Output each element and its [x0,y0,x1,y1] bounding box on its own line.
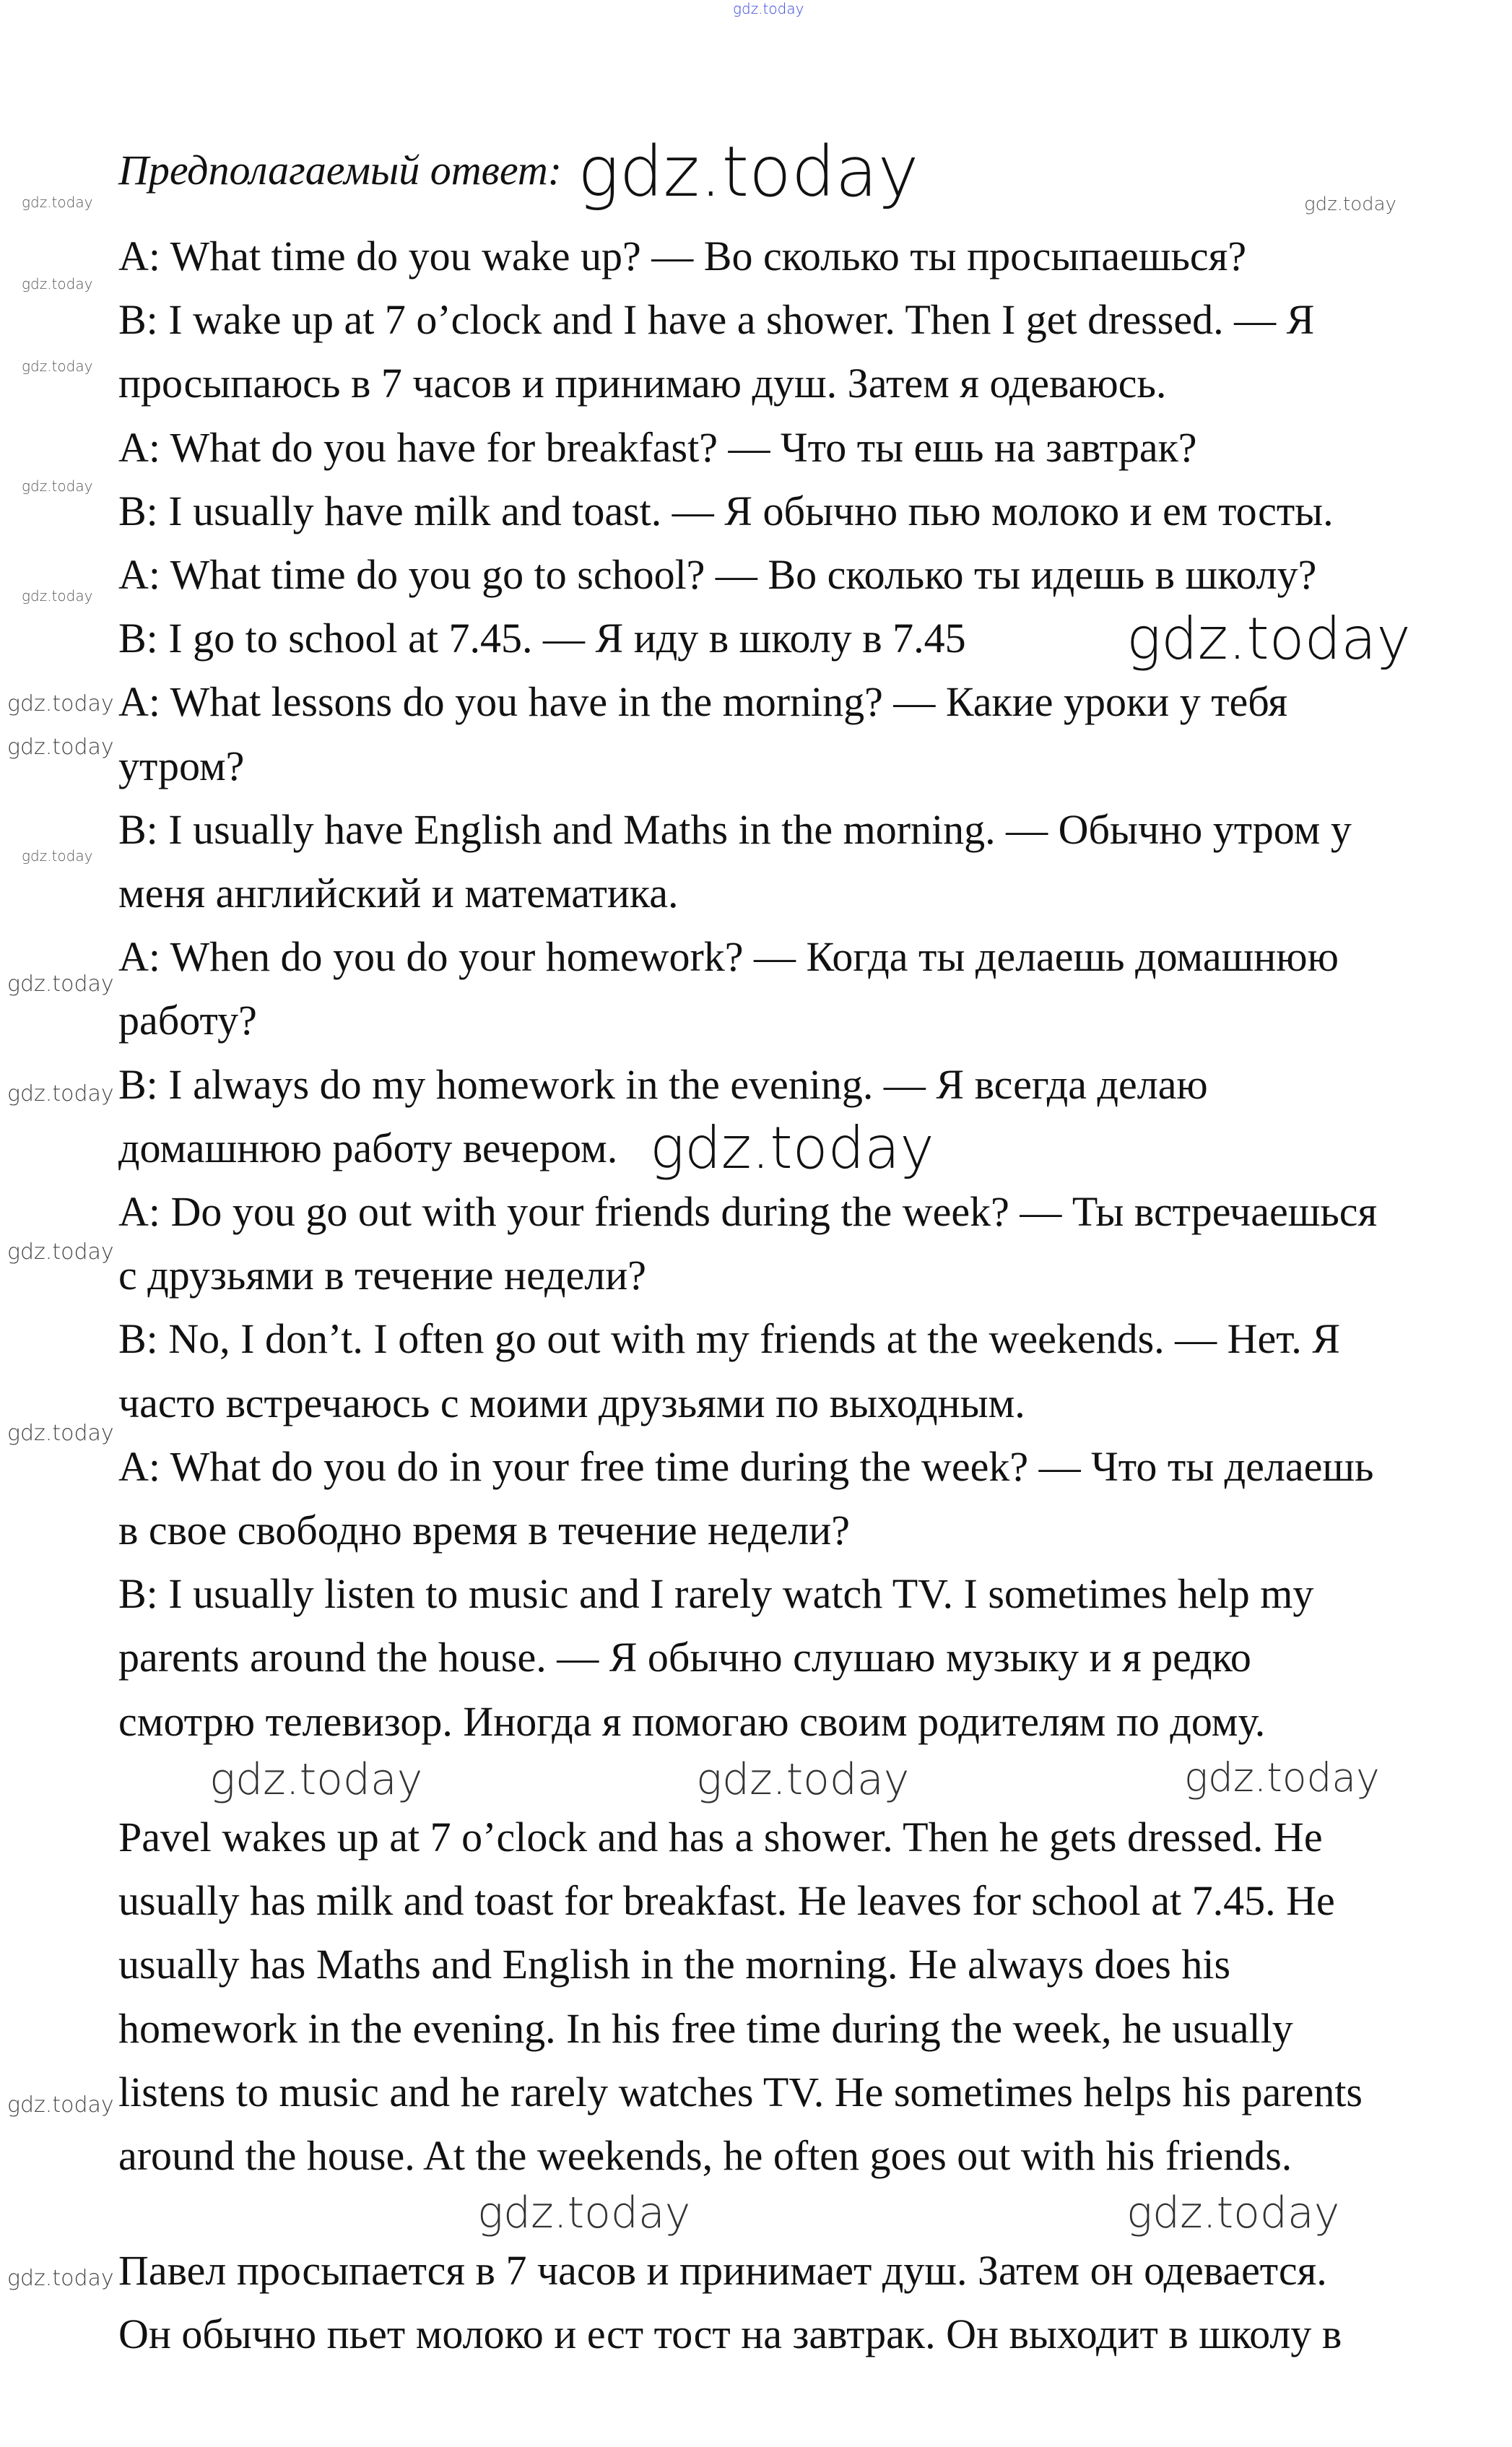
watermark: gdz.today [650,1114,934,1182]
dialogue-line: B: No, I don’t. I often go out with my friends at the weekends. — Нет. Я [118,1315,1340,1363]
watermark: gdz.today [733,0,804,17]
dialogue-line: B: I usually listen to music and I rarely watch TV. I sometimes help my [118,1570,1314,1618]
dialogue-line: A: Do you go out with your friends during the week? — Ты встречаешься [118,1188,1378,1235]
watermark: gdz.today [22,275,93,293]
watermark: gdz.today [1126,2188,1340,2238]
summary-line: around the house. At the weekends, he often goes out with his friends. [118,2132,1292,2179]
watermark: gdz.today [22,587,93,605]
watermark: gdz.today [578,131,919,212]
watermark: gdz.today [7,971,114,997]
dialogue-line: утром? [118,742,245,789]
summary-line: Он обычно пьет молоко и ест тост на завтрак. Он выходит в школу в [118,2310,1342,2358]
watermark: gdz.today [22,477,93,495]
dialogue-line: меня английский и математика. [118,870,679,917]
dialogue-line: просыпаюсь в 7 часов и принимаю душ. Затем я одеваюсь. [118,360,1167,407]
dialogue-line: A: When do you do your homework? — Когда ты делаешь домашнюю [118,933,1339,981]
dialogue-line: с друзьями в течение недели? [118,1252,647,1299]
dialogue-line: B: I go to school at 7.45. — Я иду в школу в 7.45 [118,615,966,662]
watermark: gdz.today [7,1421,114,1446]
dialogue-line: смотрю телевизор. Иногда я помогаю своим родителям по дому. [118,1697,1266,1745]
summary-line: Pavel wakes up at 7 o’clock and has a shower. Then he gets dressed. He [118,1814,1323,1861]
summary-line: homework in the evening. In his free time during the week, he usually [118,2004,1293,2052]
watermark: gdz.today [7,2266,114,2291]
watermark: gdz.today [696,1754,910,1805]
watermark: gdz.today [477,2188,691,2238]
dialogue-line: в свое свободно время в течение недели? [118,1507,850,1554]
dialogue-line: часто встречаюсь с моими друзьями по выходным. [118,1379,1025,1426]
watermark: gdz.today [7,691,114,716]
dialogue-line: parents around the house. — Я обычно слушаю музыку и я редко [118,1634,1251,1681]
dialogue-line: A: What time do you go to school? — Во сколько ты идешь в школу? [118,551,1317,598]
dialogue-line: B: I wake up at 7 o’clock and I have a shower. Then I get dressed. — Я [118,296,1315,344]
dialogue-line: A: What lessons do you have in the morning? — Какие уроки у тебя [118,678,1288,726]
watermark: gdz.today [1184,1754,1380,1801]
watermark: gdz.today [7,2092,114,2118]
watermark: gdz.today [22,847,93,865]
watermark: gdz.today [7,1081,114,1106]
watermark: gdz.today [1126,605,1411,672]
dialogue-line: B: I usually have English and Maths in the morning. — Обычно утром у [118,805,1352,853]
dialogue-line: A: What do you do in your free time during the week? — Что ты делаешь [118,1442,1374,1490]
answer-heading: Предполагаемый ответ: [118,147,562,194]
dialogue-line: B: I usually have milk and toast. — Я обычно пью молоко и ем тосты. [118,487,1334,534]
watermark: gdz.today [7,1239,114,1265]
dialogue-line: A: What do you have for breakfast? — Что ты ешь на завтрак? [118,423,1197,471]
summary-line: usually has milk and toast for breakfast. He leaves for school at 7.45. He [118,1877,1335,1925]
dialogue-line: A: What time do you wake up? — Во сколько ты просыпаешься? [118,233,1247,280]
dialogue-line: работу? [118,997,257,1044]
watermark: gdz.today [22,194,93,211]
dialogue-line: домашнюю работу вечером. [118,1124,618,1171]
dialogue-line: B: I always do my homework in the evening. — Я всегда делаю [118,1060,1208,1108]
watermark: gdz.today [7,735,114,760]
watermark: gdz.today [1304,194,1396,215]
summary-line: listens to music and he rarely watches TV. He sometimes helps his parents [118,2068,1363,2115]
summary-line: usually has Maths and English in the morning. He always does his [118,1941,1231,1988]
summary-line: Павел просыпается в 7 часов и принимает душ. Затем он одевается. [118,2247,1327,2294]
watermark: gdz.today [22,358,93,375]
watermark: gdz.today [209,1754,423,1805]
